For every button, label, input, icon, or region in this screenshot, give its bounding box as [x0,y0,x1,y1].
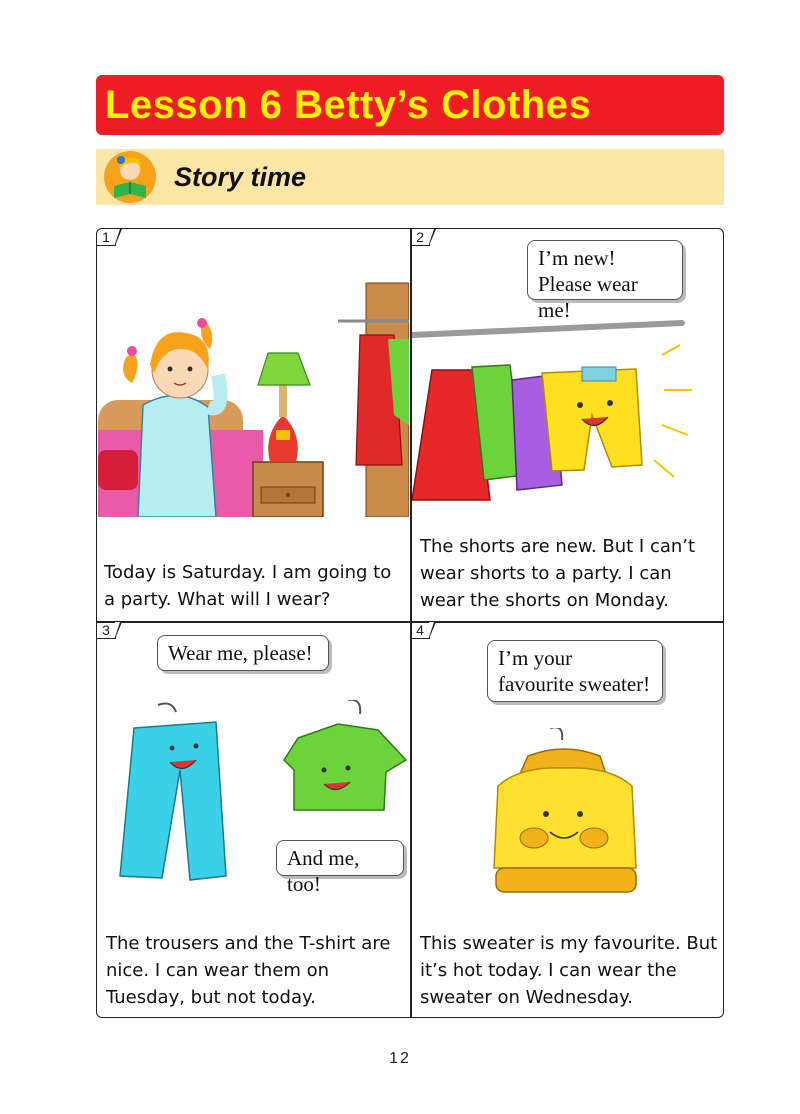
panel-caption: Today is Saturday. I am going to a party. What will I wear? [104,562,392,610]
panel-caption: This sweater is my favourite. But it’s hot today. I can wear the sweater on Wednesday. [420,933,718,1008]
speech-bubble: I’m your favourite sweater! [487,640,663,702]
sweater-illustration [480,728,655,903]
section-header [96,149,724,205]
section-title: Story time [174,162,307,192]
panel-caption: The shorts are new. But I can’t wear shorts to a party. I can wear the shorts on Monday. [420,536,696,611]
panel-number: 2 [411,229,430,246]
lesson-title: Lesson 6 Betty’s Clothes [105,83,592,127]
panel-number: 3 [97,622,116,639]
panel-number: 4 [411,622,430,639]
lesson-title-bar [96,75,724,135]
panel-caption: The trousers and the T-shirt are nice. I can wear them on Tuesday, but not today. [106,933,391,1008]
grid-divider-horizontal [96,621,724,623]
reading-girl-icon [102,150,158,204]
speech-bubble: Wear me, please! [157,635,329,671]
girl-on-bed-illustration [98,265,409,517]
speech-bubble: I’m new! Please wear me! [527,240,683,300]
page-number: 12 [389,1050,411,1067]
panel-number: 1 [97,229,116,246]
clothes-rack-illustration [412,295,723,517]
speech-bubble: And me, too! [276,840,404,876]
